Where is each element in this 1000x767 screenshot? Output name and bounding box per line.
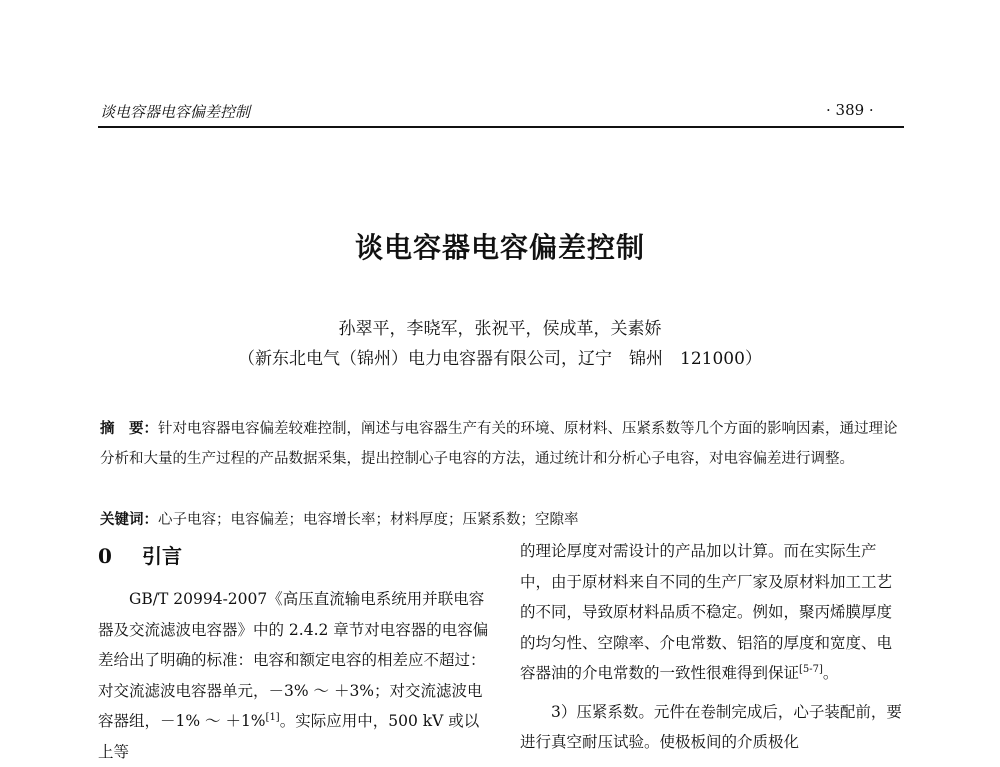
materials-paragraph: [520, 536, 906, 689]
paper-title: 谈电容器电容偏差控制: [354, 231, 645, 264]
intro-paragraph: [98, 584, 490, 767]
compression-paragraph: [520, 697, 906, 758]
section-heading: [98, 536, 490, 576]
author-list: 孙翠平，李晓军，张祝平，侯成革，关素娇: [338, 319, 662, 339]
affiliation: （新东北电气（锦州）电力电容器有限公司，辽宁 锦州 121000）: [238, 349, 762, 369]
right-column: [520, 536, 906, 758]
keywords-text: 心子电容；电容偏差；电容增长率；材料厚度；压紧系数；空隙率: [158, 512, 579, 528]
citation: [5-7]: [799, 663, 823, 675]
keywords-label: 关键词：: [100, 511, 158, 528]
abstract: [100, 414, 906, 474]
abstract-label: 摘 要：: [100, 420, 158, 437]
page-number: · 389 ·: [826, 101, 874, 119]
section-number: 0: [98, 544, 112, 568]
compression-text: 3）压紧系数。元件在卷制完成后，心子装配前，要进行真空耐压试验。使极板间的介质极化: [520, 702, 902, 751]
abstract-text: 针对电容器电容偏差较难控制，阐述与电容器生产有关的环境、原材料、压紧系数等几个方面的影响因素，通过理论分析和大量的生产过程的产品数据采集，提出控制心子电容的方法，通过统计和分析心子电容，对电容偏差进行调整。: [100, 421, 898, 467]
header-rule: [98, 126, 904, 128]
left-column: [98, 536, 490, 767]
section-title: 引言: [142, 544, 182, 568]
intro-tail: 。实际应用中，500 kV 或以上等: [98, 712, 480, 761]
running-title: 谈电容器电容偏差控制: [100, 103, 251, 121]
materials-text: 的理论厚度对需设计的产品加以计算。而在实际生产中，由于原材料来自不同的生产厂家及原材料加工工艺的不同，导致原材料品质不稳定。例如，聚丙烯膜厚度的均匀性、空隙率、介电常数、铝箔的厚度和宽度、电容器油的介电常数的一致性很难得到保证: [520, 542, 893, 682]
materials-tail: 。: [822, 664, 839, 682]
intro-text: GB/T 20994-2007《高压直流输电系统用并联电容器及交流滤波电容器》中的 2.4.2 章节对电容器的电容偏差给出了明确的标准：电容和额定电容的相差应不超过：对交流滤波电容器单元，－3% ～ ＋3%；对交流滤波电容器组，－1% ～ ＋1%: [98, 590, 489, 730]
citation: [1]: [265, 711, 280, 723]
keywords: [100, 508, 906, 532]
